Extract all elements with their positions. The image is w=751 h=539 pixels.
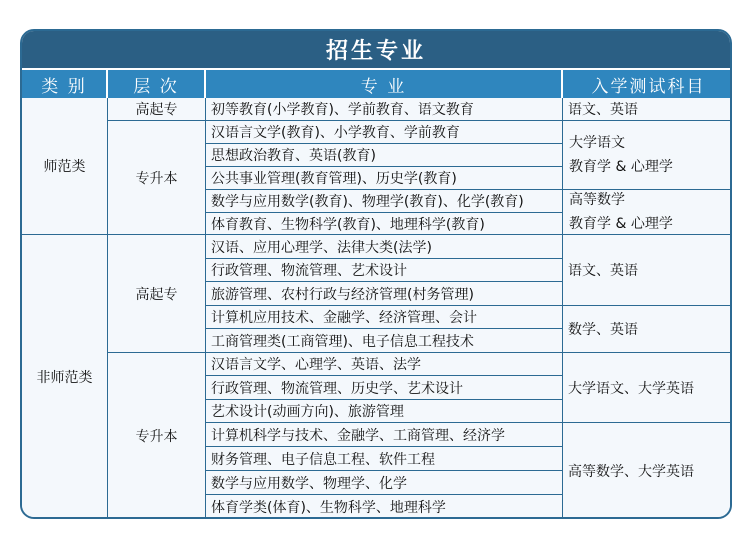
major-row: 汉语、应用心理学、法律大类(法学) <box>206 235 563 259</box>
major-row: 行政管理、物流管理、历史学、艺术设计 <box>206 376 563 400</box>
admissions-table-card <box>20 29 732 519</box>
subject-cell <box>563 121 732 190</box>
major-row: 艺术设计(动画方向)、旅游管理 <box>206 400 563 423</box>
subject-line: 教育学 & 心理学 <box>569 216 673 232</box>
header-row <box>22 70 730 98</box>
major-row: 思想政治教育、英语(教育) <box>206 144 563 167</box>
header-subjects: 入学测试科目 <box>591 76 706 97</box>
major-row: 计算机科学与技术、金融学、工商管理、经济学 <box>206 423 563 447</box>
subject-cell <box>563 190 732 235</box>
major-row: 初等教育(小学教育)、学前教育、语文教育 <box>206 98 563 121</box>
major-row: 汉语言文学(教育)、小学教育、学前教育 <box>206 121 563 144</box>
major-row: 汉语言文学、心理学、英语、法学 <box>206 353 563 376</box>
header-category: 类 别 <box>22 70 108 98</box>
table-title: 招生专业 <box>22 31 730 70</box>
level-normal-gqz: 高起专 <box>108 98 206 121</box>
level-non-normal-gqz: 高起专 <box>108 235 206 353</box>
major-row: 旅游管理、农村行政与经济管理(村务管理) <box>206 282 563 306</box>
major-row: 财务管理、电子信息工程、软件工程 <box>206 447 563 471</box>
category-normal: 师范类 <box>22 98 108 235</box>
major-row: 行政管理、物流管理、艺术设计 <box>206 259 563 282</box>
subject-cell: 语文、英语 <box>563 235 732 306</box>
major-row: 体育学类(体育)、生物科学、地理科学 <box>206 495 563 519</box>
level-normal-zsb: 专升本 <box>108 121 206 235</box>
major-row: 计算机应用技术、金融学、经济管理、会计 <box>206 306 563 329</box>
subject-line: 大学语文 <box>569 135 625 151</box>
subject-cell: 高等数学、大学英语 <box>563 423 732 519</box>
header-major: 专 业 <box>206 70 563 98</box>
header-level: 层 次 <box>108 70 206 98</box>
category-non-normal: 非师范类 <box>22 235 108 519</box>
major-row: 数学与应用数学、物理学、化学 <box>206 471 563 495</box>
subject-line: 教育学 & 心理学 <box>569 159 673 175</box>
major-row: 体育教育、生物科学(教育)、地理科学(教育) <box>206 213 563 235</box>
subject-cell: 数学、英语 <box>563 306 732 353</box>
table-body <box>22 98 730 519</box>
subject-cell: 语文、英语 <box>563 98 732 121</box>
major-row: 数学与应用数学(教育)、物理学(教育)、化学(教育) <box>206 190 563 213</box>
major-row: 工商管理类(工商管理)、电子信息工程技术 <box>206 329 563 353</box>
major-row: 公共事业管理(教育管理)、历史学(教育) <box>206 167 563 190</box>
level-non-normal-zsb: 专升本 <box>108 353 206 519</box>
subject-line: 高等数学 <box>569 192 625 208</box>
subject-cell: 大学语文、大学英语 <box>563 353 732 423</box>
